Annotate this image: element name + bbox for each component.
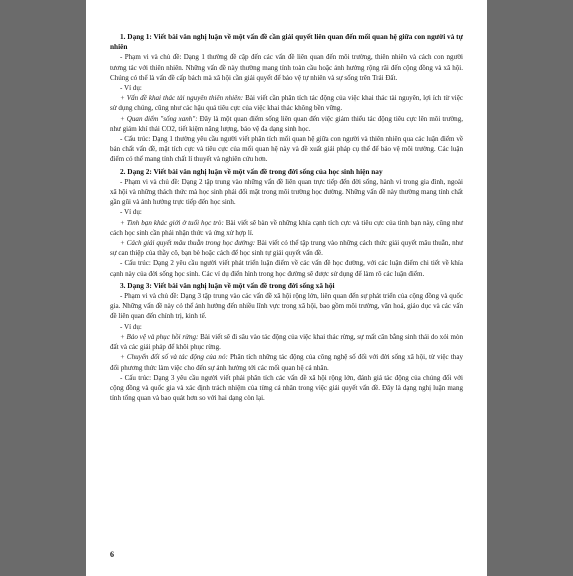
page-content [110, 32, 463, 403]
example-item [110, 93, 463, 113]
example-item [110, 218, 463, 238]
section-heading: 3. Dạng 3: Viết bài văn nghị luận về một vấn đề trong đời sống xã hội [120, 280, 335, 290]
example-title: + Vấn đề khai thác tài nguyên thiên nhiên: [120, 94, 244, 103]
section-structure: - Cấu trúc: Dạng 1 thường yêu cầu người viết phân tích mối quan hệ giữa con người và thiên nhiên qua các luận điểm về bản chất vấn đề, mặt tích cực và tiêu cực của mối quan hệ này và đề xuất giải pháp cụ thể để bảo vệ môi trường. Các luận điểm có thể mang tính chất lí thuyết và nghiên cứu hơn. [110, 135, 463, 164]
example-item [110, 352, 463, 372]
example-title: + Tinh bạn khác giới ở tuổi học trò: [120, 218, 224, 227]
example-text: Bài viết sẽ đi sâu vào tác động của việc khai thác rừng, sự mất cân bằng sinh thái do xói mòn đất và các giải pháp để khôi phục rừng. [110, 332, 463, 352]
example-label: - Ví dụ: [120, 84, 142, 93]
example-text: Đây là một quan điểm sống liên quan đến việc giảm thiểu tác động tiêu cực lên môi trường, như giảm khí thải CO2, tiết kiệm năng lượng, bảo vệ đa dạng sinh học. [110, 114, 463, 133]
example-title: + Bảo vệ và phục hồi rừng: [120, 332, 199, 341]
left-margin-bar [0, 0, 86, 576]
example-text: Bài viết cần phân tích tác động của việc khai thác tài nguyên, lợi ích từ việc sử dụng chúng, cũng như các hậu quả tiêu cực của việc khai thác không bền vững. [110, 94, 463, 113]
example-item [110, 238, 463, 258]
right-margin-bar [487, 0, 573, 576]
document-page [86, 0, 487, 576]
section-heading: 2. Dạng 2: Viết bài văn nghị luận về một vấn đề trong đời sống của học sinh hiện nay [120, 166, 383, 176]
example-title: + Chuyển đổi số và tác động của nó: [120, 353, 228, 362]
example-label: - Ví dụ: [120, 322, 142, 331]
example-title: + Quan điểm "sống xanh": [120, 114, 198, 123]
section-scope: - Phạm vi và chủ đề: Dạng 3 tập trung vào các vấn đề xã hội rộng lớn, liên quan đến sự phát triển của cộng đồng và quốc gia. Những vấn đề này có thể ảnh hưởng đến nhiều lĩnh vực trong xã hội, bao gồm môi trường, văn hoá, giáo dục và các vấn đề liên quan đến chính trị, kinh tế. [110, 292, 463, 321]
example-item [110, 332, 463, 352]
section-structure: - Cấu trúc: Dạng 3 yêu cầu người viết phải phân tích các vấn đề xã hội rộng lớn, đánh giá tác động của chúng đối với cộng đồng và quốc gia và xác định trách nhiệm của từng cá nhân trong việc giải quyết vấn đề. Đây là dạng nghị luận mang tính tổng quan và bao quát hơn so với hai dạng còn lại. [110, 373, 463, 403]
example-title: + Cách giải quyết mâu thuẫn trong học đường: [120, 239, 256, 248]
section-structure: - Cấu trúc: Dạng 2 yêu cầu người viết phát triển luận điểm về các vấn đề học đường, với các luận điểm chi tiết về khía cạnh này của đời sống học sinh. Các ví dụ điển hình trong học đường sẽ được sử dụng để làm rõ các luận điểm. [110, 259, 463, 278]
section-scope: - Phạm vi và chủ đề: Dạng 1 thường đề cập đến các vấn đề liên quan đến môi trường, thiên nhiên và cách con người tương tác với thiên nhiên. Những vấn đề này thường mang tính toàn cầu hoặc ảnh hưởng rộng rãi đến cộng đồng và xã hội. Chúng có thể là vấn đề cấp bách mà xã hội cần giải quyết để bảo vệ tự nhiên và sự sống trên Trái Đất. [110, 53, 463, 82]
section-heading: 1. Dạng 1: Viết bài văn nghị luận về một vấn đề cần giải quyết liên quan đến mối quan hệ giữa con người và tự nhiên [110, 32, 463, 52]
example-text: Bài viết sẽ bàn về những khía cạnh tích cực và tiêu cực của tình bạn này, cũng như cách học sinh cần phải nhận thức và ứng xử hợp lí. [110, 218, 463, 237]
example-text: Phân tích những tác động của công nghệ số đối với đời sống xã hội, từ việc thay đổi phương thức làm việc cho đến sự ảnh hưởng tới các mối quan hệ cá nhân. [110, 353, 463, 372]
section-scope: - Phạm vi và chủ đề: Dạng 2 tập trung vào những vấn đề liên quan trực tiếp đến đời sống, hành vi trong gia đình, ngoài xã hội và những thách thức mà học sinh phải đối mặt trong môi trường học đường. Những vấn đề này thường mang tính chất gần gũi và ảnh hưởng trực tiếp đến học sinh. [110, 177, 463, 207]
example-item [110, 114, 463, 134]
example-label: - Ví dụ: [120, 208, 142, 217]
page-number: 6 [110, 550, 114, 559]
example-text: Bài viết có thể tập trung vào những cách thức giải quyết mâu thuẫn, như sự can thiệp của thầy cô, bạn bè hoặc cách để học sinh tự giải quyết vấn đề. [110, 239, 463, 258]
